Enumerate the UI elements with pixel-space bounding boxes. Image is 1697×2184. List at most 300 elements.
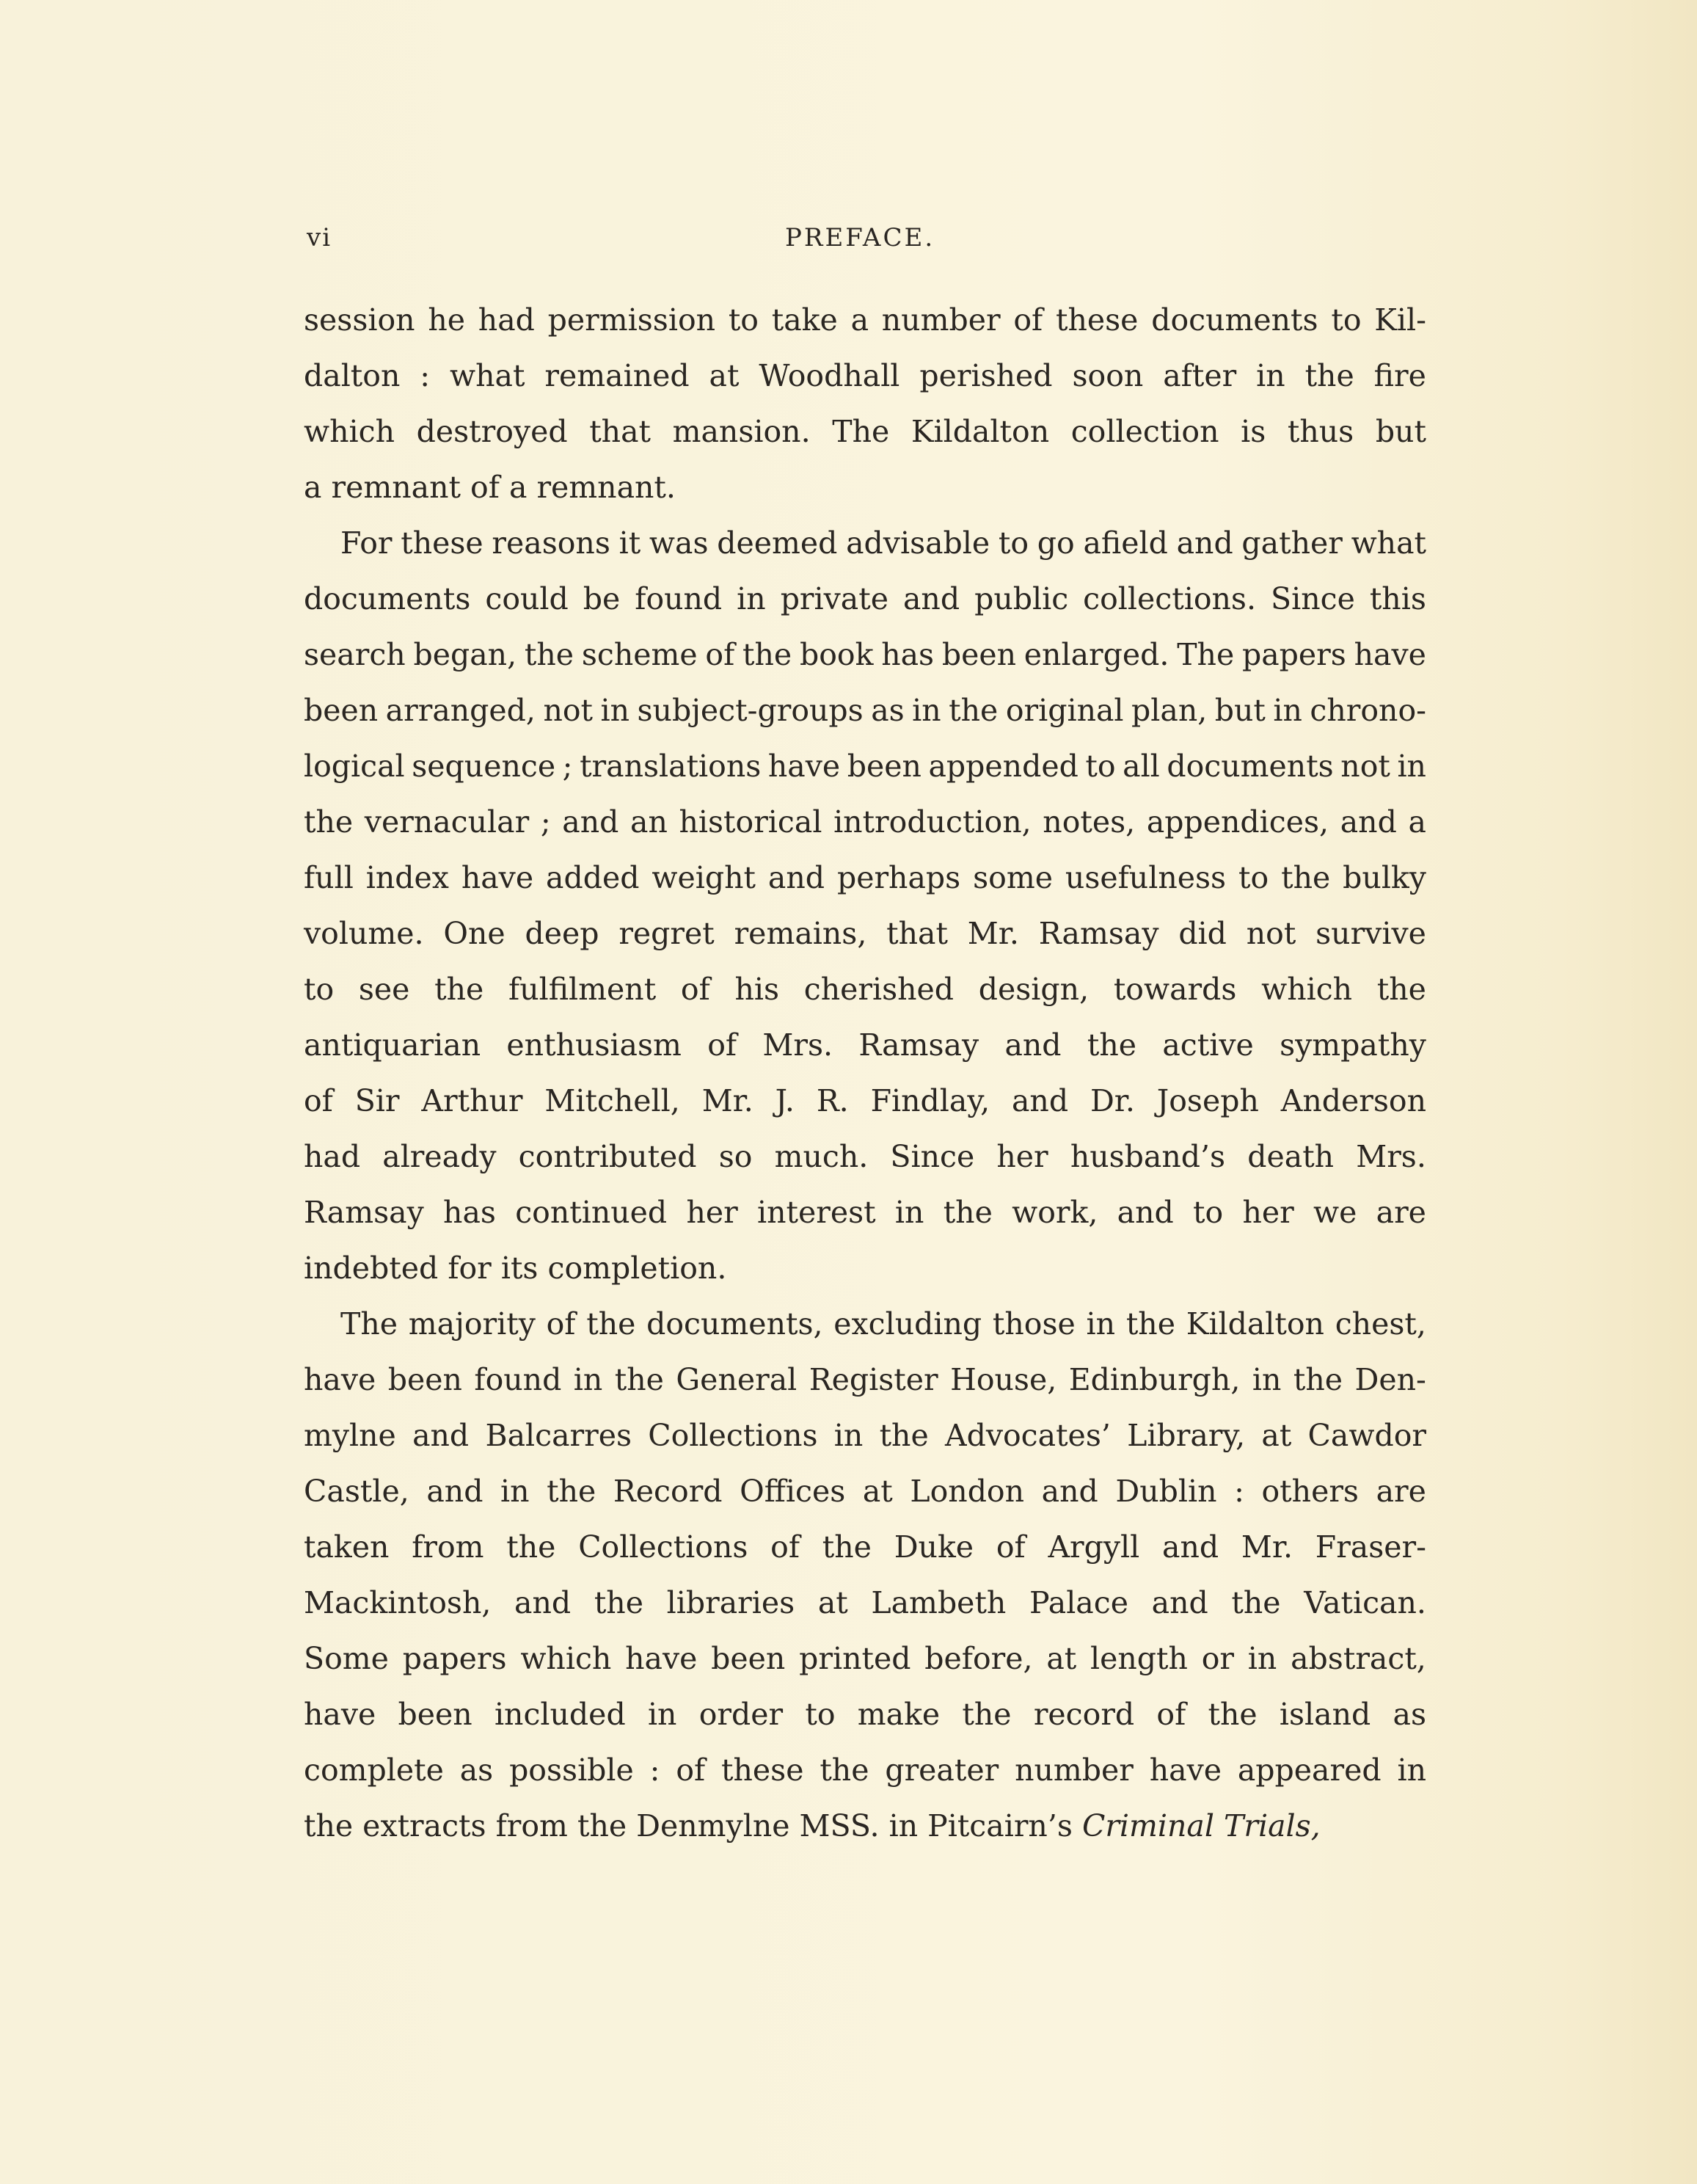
word: ; [540,804,551,840]
word: afield [1083,525,1168,561]
word: her [686,1195,738,1230]
word: are [1376,1195,1426,1230]
text-line [304,1742,1426,1798]
word: Mitchell, [544,1083,680,1118]
word: its [500,1251,539,1286]
word: in [500,1474,530,1509]
word: the [1087,1027,1137,1063]
word: the [1125,1306,1175,1342]
word: remained [544,358,690,393]
word: Mr. [701,1083,753,1118]
word: of [676,1752,706,1788]
word: design, [978,972,1090,1007]
word: to [304,972,335,1007]
text-line [304,1184,1426,1240]
text-line [304,1631,1426,1686]
word: to [1331,302,1362,338]
word: The [832,414,890,449]
word: been [304,693,379,728]
word: island [1279,1697,1371,1732]
word: the [742,637,792,672]
text-line [304,1408,1426,1463]
word: the [1293,1362,1343,1397]
word: fulfilment [508,972,657,1007]
text-line [304,1519,1426,1575]
word: of [1156,1697,1186,1732]
word: and [1117,1195,1174,1230]
word: completion. [547,1251,727,1286]
word: in [1086,1306,1116,1342]
word: her [996,1139,1048,1174]
word: House, [950,1362,1057,1397]
word: a [304,470,322,505]
word: of [546,1306,576,1342]
word: scheme [581,637,698,672]
word: in [737,581,766,616]
word: is [1241,414,1266,449]
word: at [1261,1418,1292,1453]
word: the [949,693,999,728]
word: collection [1070,414,1219,449]
word: : [1234,1474,1244,1509]
word: to [728,302,759,338]
text-line [304,1129,1426,1184]
word: and [412,1418,470,1453]
word: reasons [492,525,610,561]
word: of [996,1529,1026,1565]
word: Woodhall [759,358,900,393]
word: as [871,693,905,728]
word: active [1162,1027,1254,1063]
word: the [1376,972,1426,1007]
word: remnant. [536,470,676,505]
word: had [478,302,535,338]
text-line [304,348,1426,404]
word: papers [402,1641,507,1676]
word: soon [1072,358,1144,393]
word: at [1046,1641,1077,1676]
word: Ramsay [1038,916,1159,951]
word: the [822,1529,872,1565]
word: For [340,525,393,561]
word: book [799,637,874,672]
word: mansion. [672,414,811,449]
word: all [1123,749,1160,784]
word: Findlay, [870,1083,990,1118]
word: already [382,1139,497,1174]
word: towards [1113,972,1237,1007]
word: private [780,581,888,616]
word: found [474,1362,562,1397]
word: Mrs. [762,1027,833,1063]
word: Dr. [1090,1083,1135,1118]
word: Duke [894,1529,974,1565]
word: record [1033,1697,1135,1732]
word: sympathy [1280,1027,1426,1063]
word: or [1201,1641,1235,1676]
word: fire [1373,358,1426,393]
text-line [304,1240,1426,1296]
word: an [630,804,668,840]
word: found [635,581,723,616]
word: and [1004,1027,1062,1063]
word: in [1273,693,1302,728]
word: that [589,414,651,449]
word: and [1151,1585,1208,1620]
word: did [1178,916,1227,951]
word: advisable [846,525,990,561]
word: the [547,1474,596,1509]
word: the [1281,860,1331,895]
word: not [1340,749,1390,784]
word: ; [562,749,573,784]
word: Some [304,1641,389,1676]
word: and [514,1585,572,1620]
word: to [1193,1195,1224,1230]
word: libraries [666,1585,795,1620]
word: complete [304,1752,444,1788]
word: permission [547,302,716,338]
word: introduction, [833,804,1032,840]
word: what [1351,525,1426,561]
word: Dublin [1115,1474,1217,1509]
word: Offices [740,1474,846,1509]
word: chest, [1335,1306,1426,1342]
word: which [520,1641,612,1676]
word: Argyll [1048,1529,1140,1565]
word: Mr. [1241,1529,1293,1565]
word: full [304,860,354,895]
word: added [546,860,640,895]
word: Edinburgh, [1068,1362,1241,1397]
word: been [398,1697,472,1732]
word: this [1369,581,1426,616]
word: those [992,1306,1076,1342]
word: Palace [1029,1585,1128,1620]
word: number [1015,1752,1134,1788]
word: and [426,1474,483,1509]
word: and [1162,1529,1219,1565]
word: which [1261,972,1353,1007]
word: perished [919,358,1053,393]
word: after [1163,358,1237,393]
final-line-italic: Criminal Trials, [1081,1808,1321,1843]
word: have [625,1641,698,1676]
word: and [902,581,960,616]
word: has [443,1195,496,1230]
word: number [881,302,1001,338]
word: Advocates’ [944,1418,1111,1453]
word: could [485,581,569,616]
word: take [771,302,838,338]
word: in [600,693,630,728]
word: search [304,637,406,672]
text-line [304,794,1426,850]
text-line [304,738,1426,794]
word: bulky [1343,860,1426,895]
word: some [973,860,1053,895]
word: of [680,972,710,1007]
word: remains, [734,916,867,951]
page-header [307,223,1429,258]
word: the [614,1362,664,1397]
word: of [1013,302,1043,338]
word: was [649,525,709,561]
word: Balcarres [485,1418,632,1453]
word: of [304,1083,333,1118]
word: collections. [1083,581,1257,616]
word: have [461,860,534,895]
text-line [304,292,1426,348]
word: deep [525,916,599,951]
word: not [1246,916,1296,951]
word: in [1252,1362,1282,1397]
word: Since [890,1139,975,1174]
word: her [1242,1195,1294,1230]
word: had [304,1139,361,1174]
word: go [1037,525,1075,561]
word: abstract, [1291,1641,1426,1676]
word: make [857,1697,941,1732]
word: Record [613,1474,723,1509]
word: and [562,804,619,840]
word: appended [928,749,1079,784]
word: in [1397,1752,1426,1788]
word: J. [775,1083,795,1118]
text-line [304,1017,1426,1073]
word: historical [679,804,822,840]
word: taken [304,1529,390,1565]
text-line [304,1073,1426,1129]
word: has [881,637,935,672]
word: be [583,581,621,616]
word: a [850,302,869,338]
word: vernacular [364,804,530,840]
word: in [833,1418,864,1453]
word: : [420,358,431,393]
word: been [941,637,1017,672]
word: husband’s [1070,1139,1226,1174]
word: in [894,1195,924,1230]
word: of [470,470,500,505]
word: are [1376,1474,1426,1509]
word: regret [618,916,715,951]
text-line-final [304,1798,1426,1854]
word: greater [885,1752,999,1788]
word: in [1247,1641,1277,1676]
word: Lambeth [871,1585,1007,1620]
text-line [304,906,1426,961]
text-line [304,1463,1426,1519]
word: the [879,1418,929,1453]
word: usefulness [1065,860,1227,895]
word: volume. [304,916,424,951]
word: Collections [648,1418,818,1453]
word: of [705,637,735,672]
text-line [304,1296,1426,1352]
word: dalton [304,358,401,393]
word: been [847,749,922,784]
word: Collections [578,1529,748,1565]
word: and [1340,804,1397,840]
text-line [304,1352,1426,1408]
word: continued [515,1195,668,1230]
word: Vatican. [1304,1585,1426,1620]
word: One [443,916,506,951]
word: and [1011,1083,1069,1118]
word: the [820,1752,869,1788]
word: mylne [304,1418,396,1453]
word: Kildalton [1186,1306,1324,1342]
word: Register [809,1362,938,1397]
word: been [387,1362,462,1397]
word: appendices, [1146,804,1329,840]
text-line [304,1575,1426,1631]
word: Fraser- [1315,1529,1426,1565]
word: which [304,414,395,449]
word: others [1261,1474,1359,1509]
word: as [459,1752,494,1788]
word: sequence [412,749,556,784]
word: antiquarian [304,1027,481,1063]
text-line [304,459,1426,515]
word: possible [509,1752,634,1788]
word: a [1408,804,1426,840]
word: it [618,525,641,561]
word: the [586,1306,636,1342]
word: before, [924,1641,1033,1676]
word: these [1055,302,1139,338]
word: thus [1287,414,1354,449]
word: have [1354,637,1426,672]
word: original [1005,693,1124,728]
text-line [304,627,1426,682]
word: the [434,972,484,1007]
word: papers [1241,637,1346,672]
word: his [734,972,780,1007]
word: so [718,1139,753,1174]
word: chrono- [1310,693,1426,728]
word: in [1256,358,1285,393]
word: Arthur [421,1083,523,1118]
word: Joseph [1156,1083,1259,1118]
text-line [304,515,1426,571]
word: enthusiasm [506,1027,682,1063]
word: at [862,1474,893,1509]
word: documents [304,581,471,616]
word: to [1085,749,1116,784]
final-line-text: the extracts from the Denmylne MSS. in Pitcairn’s [304,1808,1073,1843]
word: these [401,525,483,561]
word: Castle, [304,1474,409,1509]
word: Kil- [1374,302,1426,338]
word: : [649,1752,660,1788]
word: the [594,1585,643,1620]
word: documents [1151,302,1318,338]
word: Ramsay [304,1195,424,1230]
word: the [506,1529,556,1565]
word: plan, [1131,693,1208,728]
word: public [974,581,1069,616]
word: in [573,1362,603,1397]
word: to [998,525,1029,561]
word: session [304,302,415,338]
text-line [304,850,1426,906]
word: appeared [1237,1752,1382,1788]
word: deemed [717,525,838,561]
word: Mackintosh, [304,1585,492,1620]
word: The [1177,637,1235,672]
word: to [805,1697,836,1732]
word: in [912,693,941,728]
word: Kildalton [910,414,1050,449]
word: R. [816,1083,849,1118]
word: Den- [1354,1362,1426,1397]
word: not [543,693,594,728]
word: at [709,358,740,393]
word: Cawdor [1307,1418,1426,1453]
word: the [1208,1697,1258,1732]
word: Mr. [967,916,1019,951]
word: London [910,1474,1025,1509]
running-title: PREFACE. [785,223,935,252]
word: weight [652,860,756,895]
word: at [817,1585,848,1620]
word: notes, [1043,804,1136,840]
word: and [1176,525,1233,561]
word: interest [756,1195,876,1230]
text-line [304,961,1426,1017]
word: destroyed [416,414,568,449]
word: as [1393,1697,1426,1732]
word: included [494,1697,626,1732]
word: arranged, [385,693,536,728]
word: have [304,1362,376,1397]
word: the [1304,358,1354,393]
word: The [340,1306,398,1342]
text-line [304,682,1426,738]
word: gather [1241,525,1343,561]
word: have [304,1697,376,1732]
word: translations [580,749,762,784]
word: index [365,860,449,895]
word: length [1090,1641,1188,1676]
word: order [698,1697,784,1732]
body-text [304,292,1426,1854]
word: but [1214,693,1266,728]
word: survive [1315,916,1426,951]
word: began, [413,637,517,672]
word: remnant [331,470,461,505]
word: logical [304,749,405,784]
text-line [304,1686,1426,1742]
word: a [508,470,528,505]
word: in [647,1697,677,1732]
word: that [886,916,948,951]
word: and [1041,1474,1098,1509]
word: excluding [833,1306,982,1342]
word: in [1397,749,1426,784]
word: documents [1167,749,1334,784]
word: majority [408,1306,536,1342]
page-number: vi [307,223,332,252]
text-line [304,404,1426,459]
word: printed [799,1641,911,1676]
word: contributed [518,1139,697,1174]
word: Library, [1127,1418,1246,1453]
word: enlarged. [1023,637,1169,672]
word: Mrs. [1356,1139,1426,1174]
